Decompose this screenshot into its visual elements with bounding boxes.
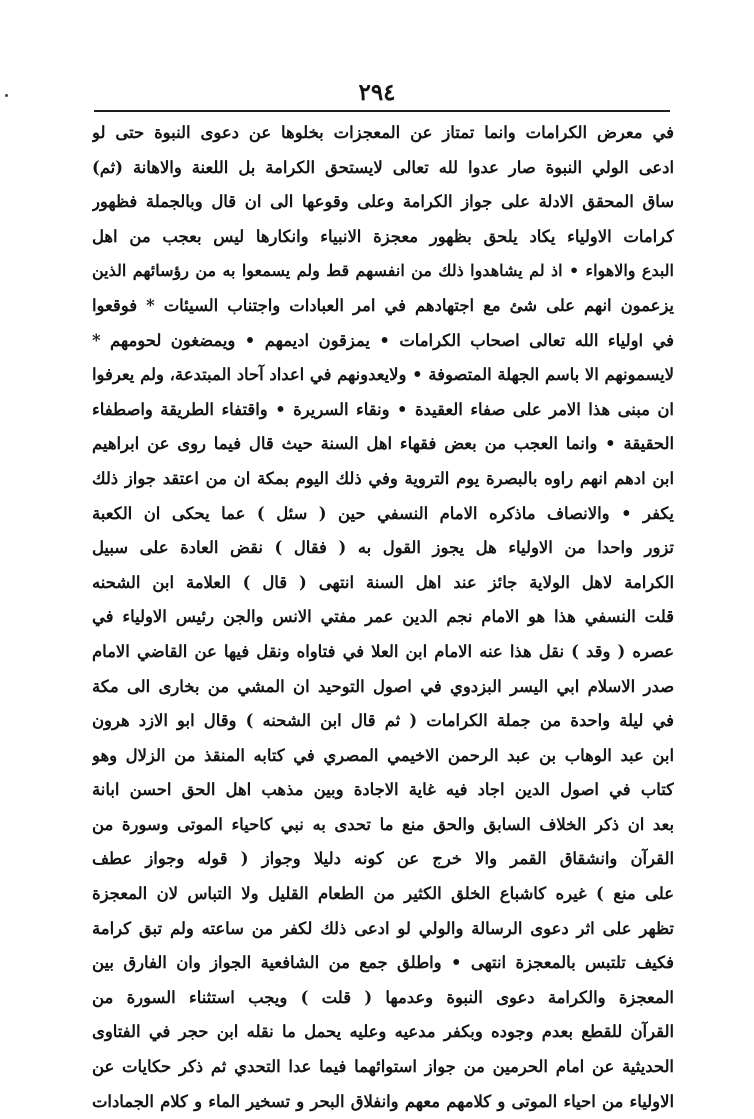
text-line: في معرض الكرامات وانما تمتاز عن المعجزات بخلوها عن دعوى النبوة حتى لو <box>92 123 674 142</box>
text-line: صدر الاسلام ابي اليسر البزدوي في اصول التوحيد ان المشي من بخارى الى مكة <box>92 676 674 696</box>
text-line: كرامات الاولياء يكاد يلحق بظهور معجزة الانبياء وانكارها ليس بعجب من اهل <box>92 226 674 246</box>
text-line: في ليلة واحدة من جملة الكرامات ( ثم قال ابن الشحنه ) وقال ابو الازد هرون <box>92 711 674 731</box>
text-line: قلت النسفي هذا هو الامام نجم الدين عمر مفتي الانس والجن رئيس الاولياء في <box>92 607 674 627</box>
body-text <box>92 116 674 1119</box>
text-line: يكفر • والانصاف ماذكره الامام النسفي حين ( سئل ) عما يحكى ان الكعبة <box>92 503 674 523</box>
text-line: ابن عبد الوهاب بن عبد الرحمن الاخيمي المصري في كتابه المنقذ من الزلال وهو <box>92 745 674 765</box>
text-line: عصره ( وقد ) نقل هذا عنه الامام ابن العلا في فتاواه ونقل فيها عن القاضي الامام <box>92 641 674 661</box>
text-line: ان مبنى هذا الامر على صفاء العقيدة • ونقاء السريرة • واقتفاء الطريقة واصطفاء <box>92 399 674 419</box>
text-line: المعجزة والكرامة دعوى النبوة وعدمها ( قلت ) ويجب استثناء السورة من <box>92 987 674 1007</box>
text-line: ابن ادهم انهم راوه بالبصرة يوم التروية وفي ذلك اليوم بمكة ان من اعتقد جواز ذلك <box>92 468 674 488</box>
text-line: الاولياء من احياء الموتى و كلامهم معهم وانفلاق البحر و تسخير الماء و كلام الجمادات <box>92 1091 674 1111</box>
text-line: القرآن وانشقاق القمر والا خرج عن كونه دليلا وجواز ( قوله وجواز عطف <box>92 849 674 869</box>
text-line: على منع ) غيره كاشباع الخلق الكثير من الطعام القليل ولا التباس لان المعجزة <box>92 884 674 904</box>
text-line: كتاب في اصول الدين اجاد فيه غاية الاجادة وبين مذهب اهل الحق احسن ابانة <box>92 780 674 800</box>
text-line: تزور واحدا من الاولياء هل يجوز القول به ( فقال ) نقض العادة على سبيل <box>92 538 674 558</box>
page-number: ۲۹٤ <box>358 79 396 106</box>
text-line: ادعى الولي النبوة صار عدوا لله تعالى لايستحق الكرامة بل اللعنة والاهانة (ثم) <box>92 157 674 177</box>
header-rule <box>94 110 670 112</box>
text-line: الكرامة لاهل الولاية جائز عند اهل السنة انتهى ( قال ) العلامة ابن الشحنه <box>92 572 674 592</box>
text-line: ساق المحقق الادلة على جواز الكرامة وعلى وقوعها الى ان قال وبالجملة فظهور <box>92 192 674 212</box>
text-line: في اولياء الله تعالى اصحاب الكرامات • يمزقون اديمهم • ويمضغون لحومهم * <box>92 330 674 350</box>
text-line: يزعمون انهم على شئ مع اجتهادهم في امر العبادات واجتناب السيئات * فوقعوا <box>92 295 674 315</box>
text-line: الحقيقة • وانما العجب من بعض فقهاء اهل السنة حيث قال فيما روى عن ابراهيم <box>92 434 674 454</box>
text-line: البدع والاهواء • اذ لم يشاهدوا ذلك من انفسهم قط ولم يسمعوا به من رؤسائهم الذين <box>92 261 674 281</box>
text-line: لايسمونهم الا باسم الجهلة المتصوفة • ولايعدونهم في اعداد آحاد المبتدعة، ولم يعرفوا <box>92 365 674 385</box>
text-line: تظهر على اثر دعوى الرسالة والولي لو ادعى ذلك لكفر من ساعته ولم تبق كرامة <box>92 918 674 938</box>
text-line: القرآن للقطع بعدم وجوده وبكفر مدعيه وعليه يحمل ما نقله ابن حجر في الفتاوى <box>92 1022 674 1042</box>
text-line: الحديثية عن امام الحرمين من جواز استوائهما فيما عدا التحدي ثم ذكر حكايات عن <box>92 1057 674 1077</box>
text-line: فكيف تلتبس بالمعجزة انتهى • واطلق جمع من الشافعية الجواز وان الفارق بين <box>92 953 674 973</box>
text-line: بعد ان ذكر الخلاف السابق والحق منع ما تحدى به نبي كاحياء الموتى وسورة من <box>92 814 674 834</box>
